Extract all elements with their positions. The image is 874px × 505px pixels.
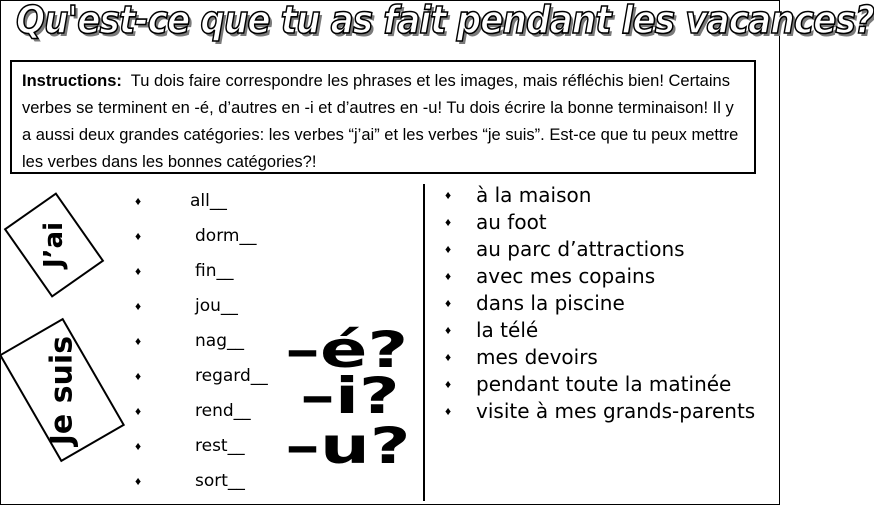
ending-i: –i?: [300, 367, 400, 425]
phrase-item: pendant toute la matinée: [476, 372, 732, 396]
verb-item: sort__: [195, 471, 245, 491]
phrase-item: mes devoirs: [476, 345, 598, 369]
verb-item: nag__: [195, 331, 244, 351]
phrase-item: au parc d’attractions: [476, 237, 685, 261]
phrase-item: au foot: [476, 210, 547, 234]
bullet-icon: ♦: [134, 474, 142, 488]
verb-item: regard__: [195, 366, 268, 386]
verb-item: rend__: [195, 401, 251, 421]
instructions-label: Instructions:: [22, 72, 122, 90]
bullet-icon: ♦: [134, 194, 142, 208]
bullet-icon: ♦: [444, 242, 452, 256]
phrase-item: à la maison: [476, 183, 592, 207]
bullet-icon: ♦: [134, 404, 142, 418]
bullet-icon: ♦: [444, 323, 452, 337]
bullet-icon: ♦: [134, 264, 142, 278]
bullet-icon: ♦: [134, 439, 142, 453]
bullet-icon: ♦: [444, 296, 452, 310]
bullet-icon: ♦: [444, 350, 452, 364]
verb-item: fin__: [195, 261, 234, 281]
column-divider: [423, 184, 425, 501]
phrase-item: la télé: [476, 318, 539, 342]
bullet-icon: ♦: [134, 229, 142, 243]
instructions-box: [10, 60, 756, 174]
verb-item: rest__: [195, 436, 245, 456]
instructions-text: Tu dois faire correspondre les phrases et les images, mais réfléchis bien! Certains verbes se terminent en -é, d’autres en -i et d’autres en -u! Tu dois écrire la bonne terminaison! Il y a aussi deux grandes catégories: les verbes “j’ai” et les verbes “je suis”. Est-ce que tu peux mettre les verbes dans les bonnes catégories?!: [22, 72, 739, 171]
verb-item: dorm__: [195, 226, 257, 246]
category-label-jai: J’ai: [38, 221, 69, 269]
bullet-icon: ♦: [134, 334, 142, 348]
category-label-je-suis: Je suis: [44, 335, 80, 445]
bullet-icon: ♦: [134, 369, 142, 383]
bullet-icon: ♦: [444, 404, 452, 418]
ending-u: –u?: [285, 417, 411, 475]
phrase-item: visite à mes grands-parents: [476, 399, 756, 423]
ending-e: –é?: [285, 321, 409, 379]
bullet-icon: ♦: [444, 215, 452, 229]
bullet-icon: ♦: [444, 269, 452, 283]
worksheet-title: Qu'est-ce que tu as fait pendant les vacances?: [16, 0, 874, 42]
bullet-icon: ♦: [444, 377, 452, 391]
bullet-icon: ♦: [134, 299, 142, 313]
bullet-icon: ♦: [444, 188, 452, 202]
phrase-item: dans la piscine: [476, 291, 625, 315]
verb-item: jou__: [195, 296, 238, 316]
phrase-item: avec mes copains: [476, 264, 656, 288]
verb-item: all__: [190, 191, 227, 211]
